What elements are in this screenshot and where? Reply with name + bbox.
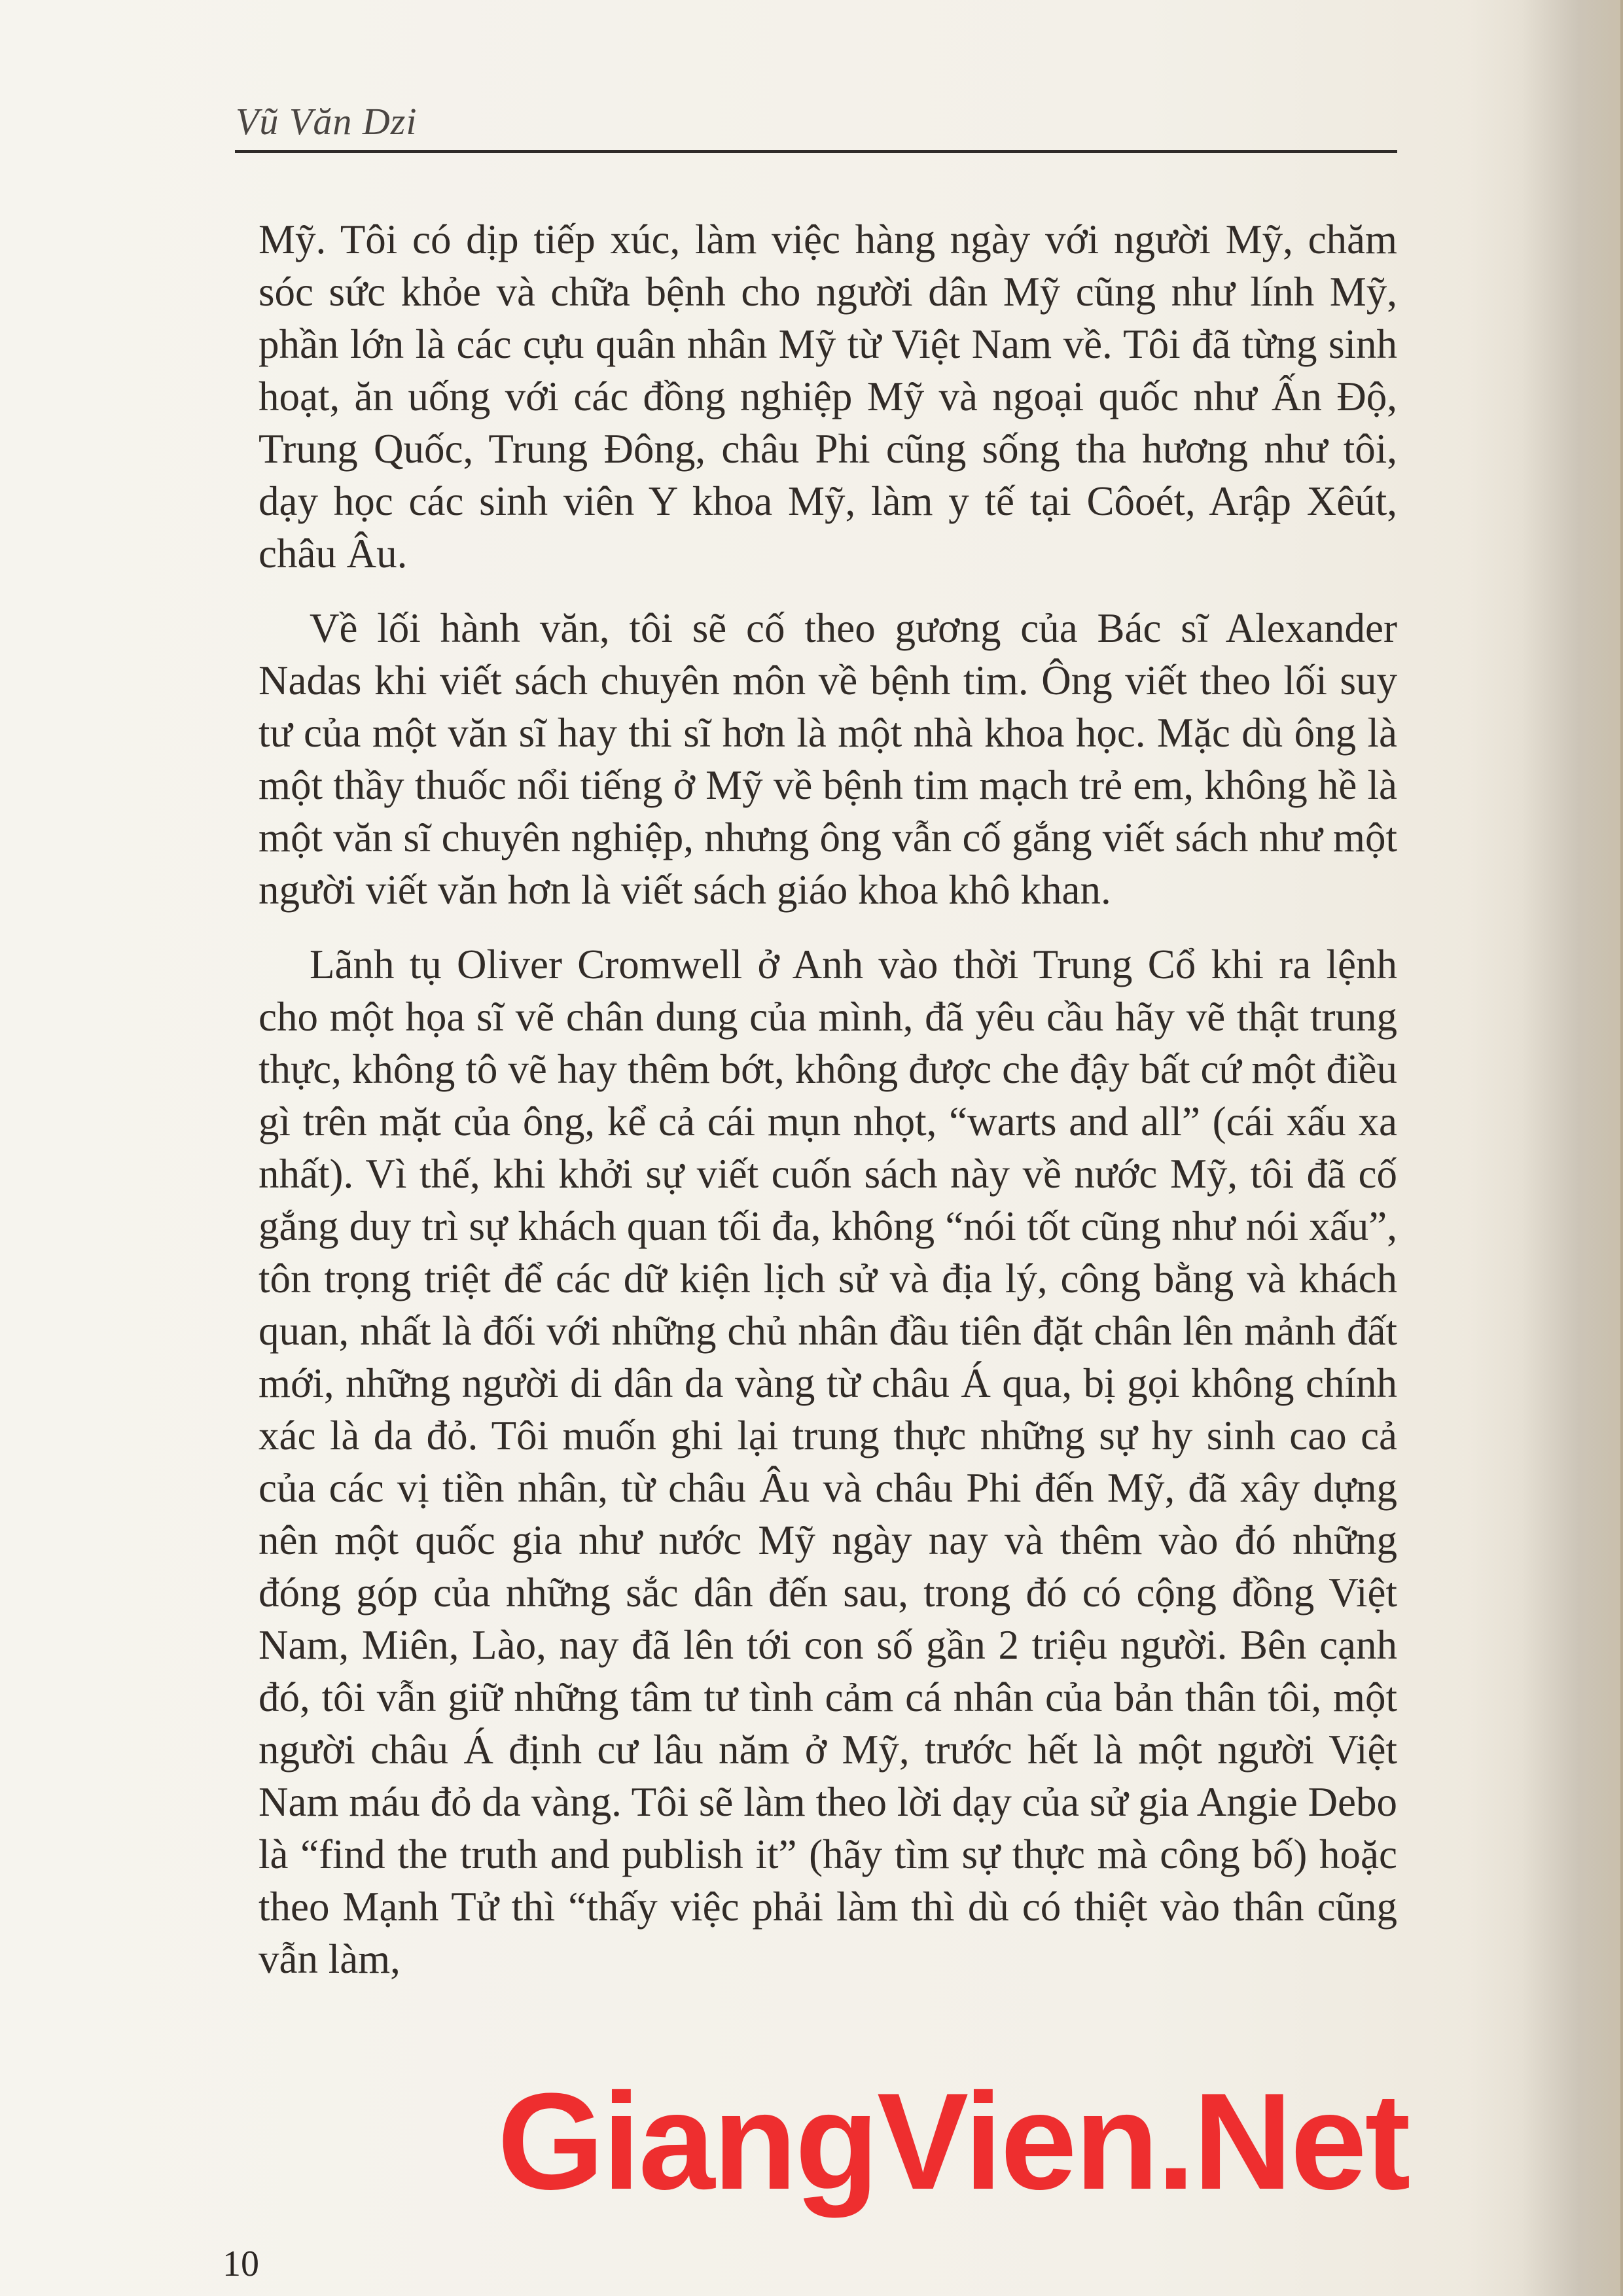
running-header: Vũ Văn Dzi: [236, 100, 418, 143]
spine-edge: [1620, 0, 1623, 2296]
spine-shadow: [1466, 0, 1623, 2296]
paragraph-2: Về lối hành văn, tôi sẽ cố theo gương của Bác sĩ Alexander Nadas khi viết sách chuyên môn về bệnh tim. Ông viết theo lối suy tư của một văn sĩ hay thi sĩ hơn là một nhà khoa học. Mặc dù ông là một thầy thuốc nổi tiếng ở Mỹ về bệnh tim mạch trẻ em, không hề là một văn sĩ chuyên nghiệp, nhưng ông vẫn cố gắng viết sách như một người viết văn hơn là viết sách giáo khoa khô khan.: [259, 605, 1397, 913]
paragraph-1: Mỹ. Tôi có dịp tiếp xúc, làm việc hàng ngày với người Mỹ, chăm sóc sức khỏe và chữa bệnh cho người dân Mỹ cũng như lính Mỹ, phần lớn là các cựu quân nhân Mỹ từ Việt Nam về. Tôi đã từng sinh hoạt, ăn uống với các đồng nghiệp Mỹ và ngoại quốc như Ấn Độ, Trung Quốc, Trung Đông, châu Phi cũng sống tha hương như tôi, dạy học các sinh viên Y khoa Mỹ, làm y tế tại Côoét, Arập Xêút, châu Âu.: [259, 217, 1397, 576]
main-text: [259, 213, 1397, 2007]
header-rule: [235, 150, 1397, 153]
watermark-logo: GiangVien.Net: [497, 2064, 1409, 2218]
paragraph-3: Lãnh tụ Oliver Cromwell ở Anh vào thời Trung Cổ khi ra lệnh cho một họa sĩ vẽ chân dung của mình, đã yêu cầu hãy vẽ thật trung thực, không tô vẽ hay thêm bớt, không được che đậy bất cứ một điều gì trên mặt của ông, kể cả cái mụn nhọt, “warts and all” (cái xấu xa nhất). Vì thế, khi khởi sự viết cuốn sách này về nước Mỹ, tôi đã cố gắng duy trì sự khách quan tối đa, không “nói tốt cũng như nói xấu”, tôn trọng triệt để các dữ kiện lịch sử và địa lý, công bằng và khách quan, nhất là đối với những chủ nhân đầu tiên đặt chân lên mảnh đất mới, những người di dân da vàng từ châu Á qua, bị gọi không chính xác là da đỏ. Tôi muốn ghi lại trung thực những sự hy sinh cao cả của các vị tiền nhân, từ châu Âu và châu Phi đến Mỹ, đã xây dựng nên một quốc gia như nước Mỹ ngày nay và thêm vào đó những đóng góp của những sắc dân đến sau, trong đó có cộng đồng Việt Nam, Miên, Lào, nay đã lên tới con số gần 2 triệu người. Bên cạnh đó, tôi vẫn giữ những tâm tư tình cảm cá nhân của bản thân tôi, một người châu Á định cư lâu năm ở Mỹ, trước hết là một người Việt Nam máu đỏ da vàng. Tôi sẽ làm theo lời dạy của sử gia Angie Debo là “find the truth and publish it” (hãy tìm sự thực mà công bố) hoặc theo Mạnh Tử thì “thấy việc phải làm thì dù có thiệt vào thân cũng vẫn làm,: [259, 942, 1397, 1982]
page-number: 10: [223, 2244, 259, 2284]
